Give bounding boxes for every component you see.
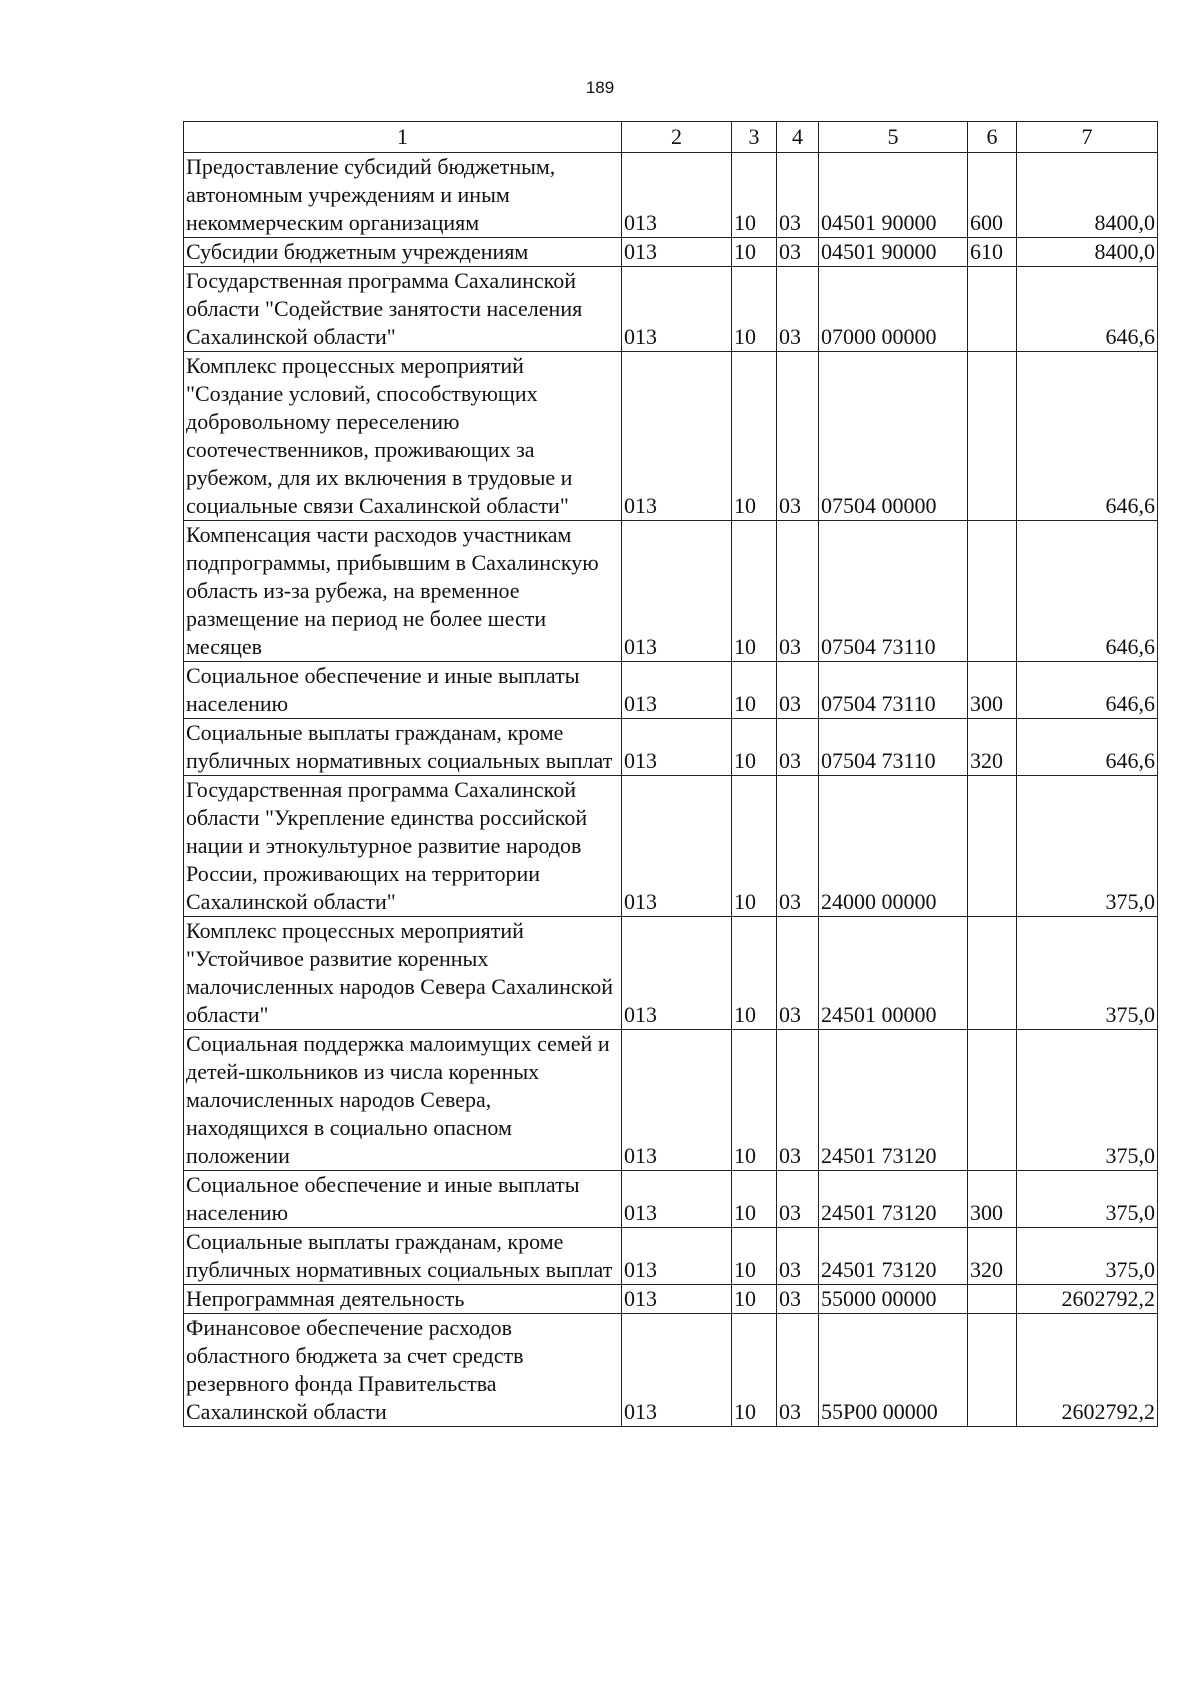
subsection-code-cell: 03 xyxy=(777,153,819,238)
expense-type-cell: 300 xyxy=(968,662,1017,719)
amount-cell: 2602792,2 xyxy=(1017,1314,1158,1427)
amount-cell: 646,6 xyxy=(1017,521,1158,662)
subsection-code-cell: 03 xyxy=(777,662,819,719)
row-name-cell: Социальное обеспечение и иные выплаты населению xyxy=(184,662,622,719)
amount-cell: 375,0 xyxy=(1017,776,1158,917)
ministry-code-cell: 013 xyxy=(622,267,732,352)
ministry-code-cell: 013 xyxy=(622,238,732,267)
table-row xyxy=(184,267,1158,352)
expense-type-cell: 320 xyxy=(968,719,1017,776)
column-header: 4 xyxy=(777,122,819,153)
ministry-code-cell: 013 xyxy=(622,1228,732,1285)
table-row xyxy=(184,662,1158,719)
expense-type-cell: 600 xyxy=(968,153,1017,238)
section-code-cell: 10 xyxy=(732,1228,777,1285)
target-article-cell: 07504 00000 xyxy=(819,352,968,521)
table-row xyxy=(184,1171,1158,1228)
subsection-code-cell: 03 xyxy=(777,1228,819,1285)
target-article-cell: 04501 90000 xyxy=(819,153,968,238)
section-code-cell: 10 xyxy=(732,1030,777,1171)
row-name-cell: Субсидии бюджетным учреждениям xyxy=(184,238,622,267)
subsection-code-cell: 03 xyxy=(777,1285,819,1314)
row-name-cell: Непрограммная деятельность xyxy=(184,1285,622,1314)
row-name-cell: Социальные выплаты гражданам, кроме публичных нормативных социальных выплат xyxy=(184,1228,622,1285)
row-name-cell: Социальные выплаты гражданам, кроме публичных нормативных социальных выплат xyxy=(184,719,622,776)
row-name-cell: Социальное обеспечение и иные выплаты населению xyxy=(184,1171,622,1228)
table-row xyxy=(184,352,1158,521)
section-code-cell: 10 xyxy=(732,719,777,776)
ministry-code-cell: 013 xyxy=(622,1314,732,1427)
subsection-code-cell: 03 xyxy=(777,1314,819,1427)
section-code-cell: 10 xyxy=(732,521,777,662)
budget-table xyxy=(183,121,1158,1427)
table-row xyxy=(184,719,1158,776)
expense-type-cell xyxy=(968,776,1017,917)
amount-cell: 375,0 xyxy=(1017,917,1158,1030)
table-row xyxy=(184,153,1158,238)
row-name-cell: Государственная программа Сахалинской области "Содействие занятости населения Сахалинской области" xyxy=(184,267,622,352)
target-article-cell: 07504 73110 xyxy=(819,662,968,719)
amount-cell: 375,0 xyxy=(1017,1030,1158,1171)
amount-cell: 2602792,2 xyxy=(1017,1285,1158,1314)
section-code-cell: 10 xyxy=(732,776,777,917)
row-name-cell: Комплекс процессных мероприятий "Устойчивое развитие коренных малочисленных народов Севера Сахалинской области" xyxy=(184,917,622,1030)
amount-cell: 8400,0 xyxy=(1017,238,1158,267)
section-code-cell: 10 xyxy=(732,1285,777,1314)
subsection-code-cell: 03 xyxy=(777,238,819,267)
ministry-code-cell: 013 xyxy=(622,662,732,719)
section-code-cell: 10 xyxy=(732,352,777,521)
amount-cell: 8400,0 xyxy=(1017,153,1158,238)
subsection-code-cell: 03 xyxy=(777,1171,819,1228)
table-row xyxy=(184,238,1158,267)
target-article-cell: 24000 00000 xyxy=(819,776,968,917)
target-article-cell: 07000 00000 xyxy=(819,267,968,352)
ministry-code-cell: 013 xyxy=(622,719,732,776)
ministry-code-cell: 013 xyxy=(622,352,732,521)
table-row xyxy=(184,917,1158,1030)
expense-type-cell xyxy=(968,352,1017,521)
amount-cell: 375,0 xyxy=(1017,1171,1158,1228)
section-code-cell: 10 xyxy=(732,153,777,238)
subsection-code-cell: 03 xyxy=(777,917,819,1030)
row-name-cell: Комплекс процессных мероприятий "Создание условий, способствующих добровольному переселению соотечественников, проживающих за рубежом, для их включения в трудовые и социальные связи Сахалинской области" xyxy=(184,352,622,521)
table-row xyxy=(184,1285,1158,1314)
target-article-cell: 55000 00000 xyxy=(819,1285,968,1314)
ministry-code-cell: 013 xyxy=(622,776,732,917)
target-article-cell: 24501 73120 xyxy=(819,1030,968,1171)
expense-type-cell xyxy=(968,267,1017,352)
target-article-cell: 24501 73120 xyxy=(819,1171,968,1228)
expense-type-cell: 320 xyxy=(968,1228,1017,1285)
expense-type-cell xyxy=(968,1285,1017,1314)
subsection-code-cell: 03 xyxy=(777,1030,819,1171)
column-header: 5 xyxy=(819,122,968,153)
column-header: 1 xyxy=(184,122,622,153)
target-article-cell: 07504 73110 xyxy=(819,719,968,776)
target-article-cell: 07504 73110 xyxy=(819,521,968,662)
table-header-row xyxy=(184,122,1158,153)
column-header: 3 xyxy=(732,122,777,153)
expense-type-cell: 610 xyxy=(968,238,1017,267)
section-code-cell: 10 xyxy=(732,917,777,1030)
subsection-code-cell: 03 xyxy=(777,719,819,776)
row-name-cell: Социальная поддержка малоимущих семей и детей-школьников из числа коренных малочисленных народов Севера, находящихся в социально опасном положении xyxy=(184,1030,622,1171)
section-code-cell: 10 xyxy=(732,662,777,719)
expense-type-cell xyxy=(968,1314,1017,1427)
column-header: 6 xyxy=(968,122,1017,153)
section-code-cell: 10 xyxy=(732,238,777,267)
subsection-code-cell: 03 xyxy=(777,776,819,917)
subsection-code-cell: 03 xyxy=(777,352,819,521)
subsection-code-cell: 03 xyxy=(777,267,819,352)
row-name-cell: Компенсация части расходов участникам подпрограммы, прибывшим в Сахалинскую область из-за рубежа, на временное размещение на период не более шести месяцев xyxy=(184,521,622,662)
amount-cell: 646,6 xyxy=(1017,662,1158,719)
subsection-code-cell: 03 xyxy=(777,521,819,662)
ministry-code-cell: 013 xyxy=(622,153,732,238)
table-row xyxy=(184,776,1158,917)
expense-type-cell xyxy=(968,917,1017,1030)
target-article-cell: 55Р00 00000 xyxy=(819,1314,968,1427)
table-row xyxy=(184,1314,1158,1427)
target-article-cell: 04501 90000 xyxy=(819,238,968,267)
amount-cell: 646,6 xyxy=(1017,719,1158,776)
section-code-cell: 10 xyxy=(732,267,777,352)
expense-type-cell xyxy=(968,521,1017,662)
table-row xyxy=(184,521,1158,662)
ministry-code-cell: 013 xyxy=(622,1285,732,1314)
page-number: 189 xyxy=(585,78,615,97)
ministry-code-cell: 013 xyxy=(622,521,732,662)
section-code-cell: 10 xyxy=(732,1171,777,1228)
ministry-code-cell: 013 xyxy=(622,1171,732,1228)
target-article-cell: 24501 73120 xyxy=(819,1228,968,1285)
ministry-code-cell: 013 xyxy=(622,1030,732,1171)
table-row xyxy=(184,1228,1158,1285)
amount-cell: 375,0 xyxy=(1017,1228,1158,1285)
row-name-cell: Государственная программа Сахалинской области "Укрепление единства российской нации и этнокультурное развитие народов России, проживающих на территории Сахалинской области" xyxy=(184,776,622,917)
amount-cell: 646,6 xyxy=(1017,352,1158,521)
section-code-cell: 10 xyxy=(732,1314,777,1427)
table-row xyxy=(184,1030,1158,1171)
row-name-cell: Финансовое обеспечение расходов областного бюджета за счет средств резервного фонда Правительства Сахалинской области xyxy=(184,1314,622,1427)
target-article-cell: 24501 00000 xyxy=(819,917,968,1030)
amount-cell: 646,6 xyxy=(1017,267,1158,352)
expense-type-cell xyxy=(968,1030,1017,1171)
ministry-code-cell: 013 xyxy=(622,917,732,1030)
column-header: 2 xyxy=(622,122,732,153)
column-header: 7 xyxy=(1017,122,1158,153)
expense-type-cell: 300 xyxy=(968,1171,1017,1228)
row-name-cell: Предоставление субсидий бюджетным, автономным учреждениям и иным некоммерческим организациям xyxy=(184,153,622,238)
